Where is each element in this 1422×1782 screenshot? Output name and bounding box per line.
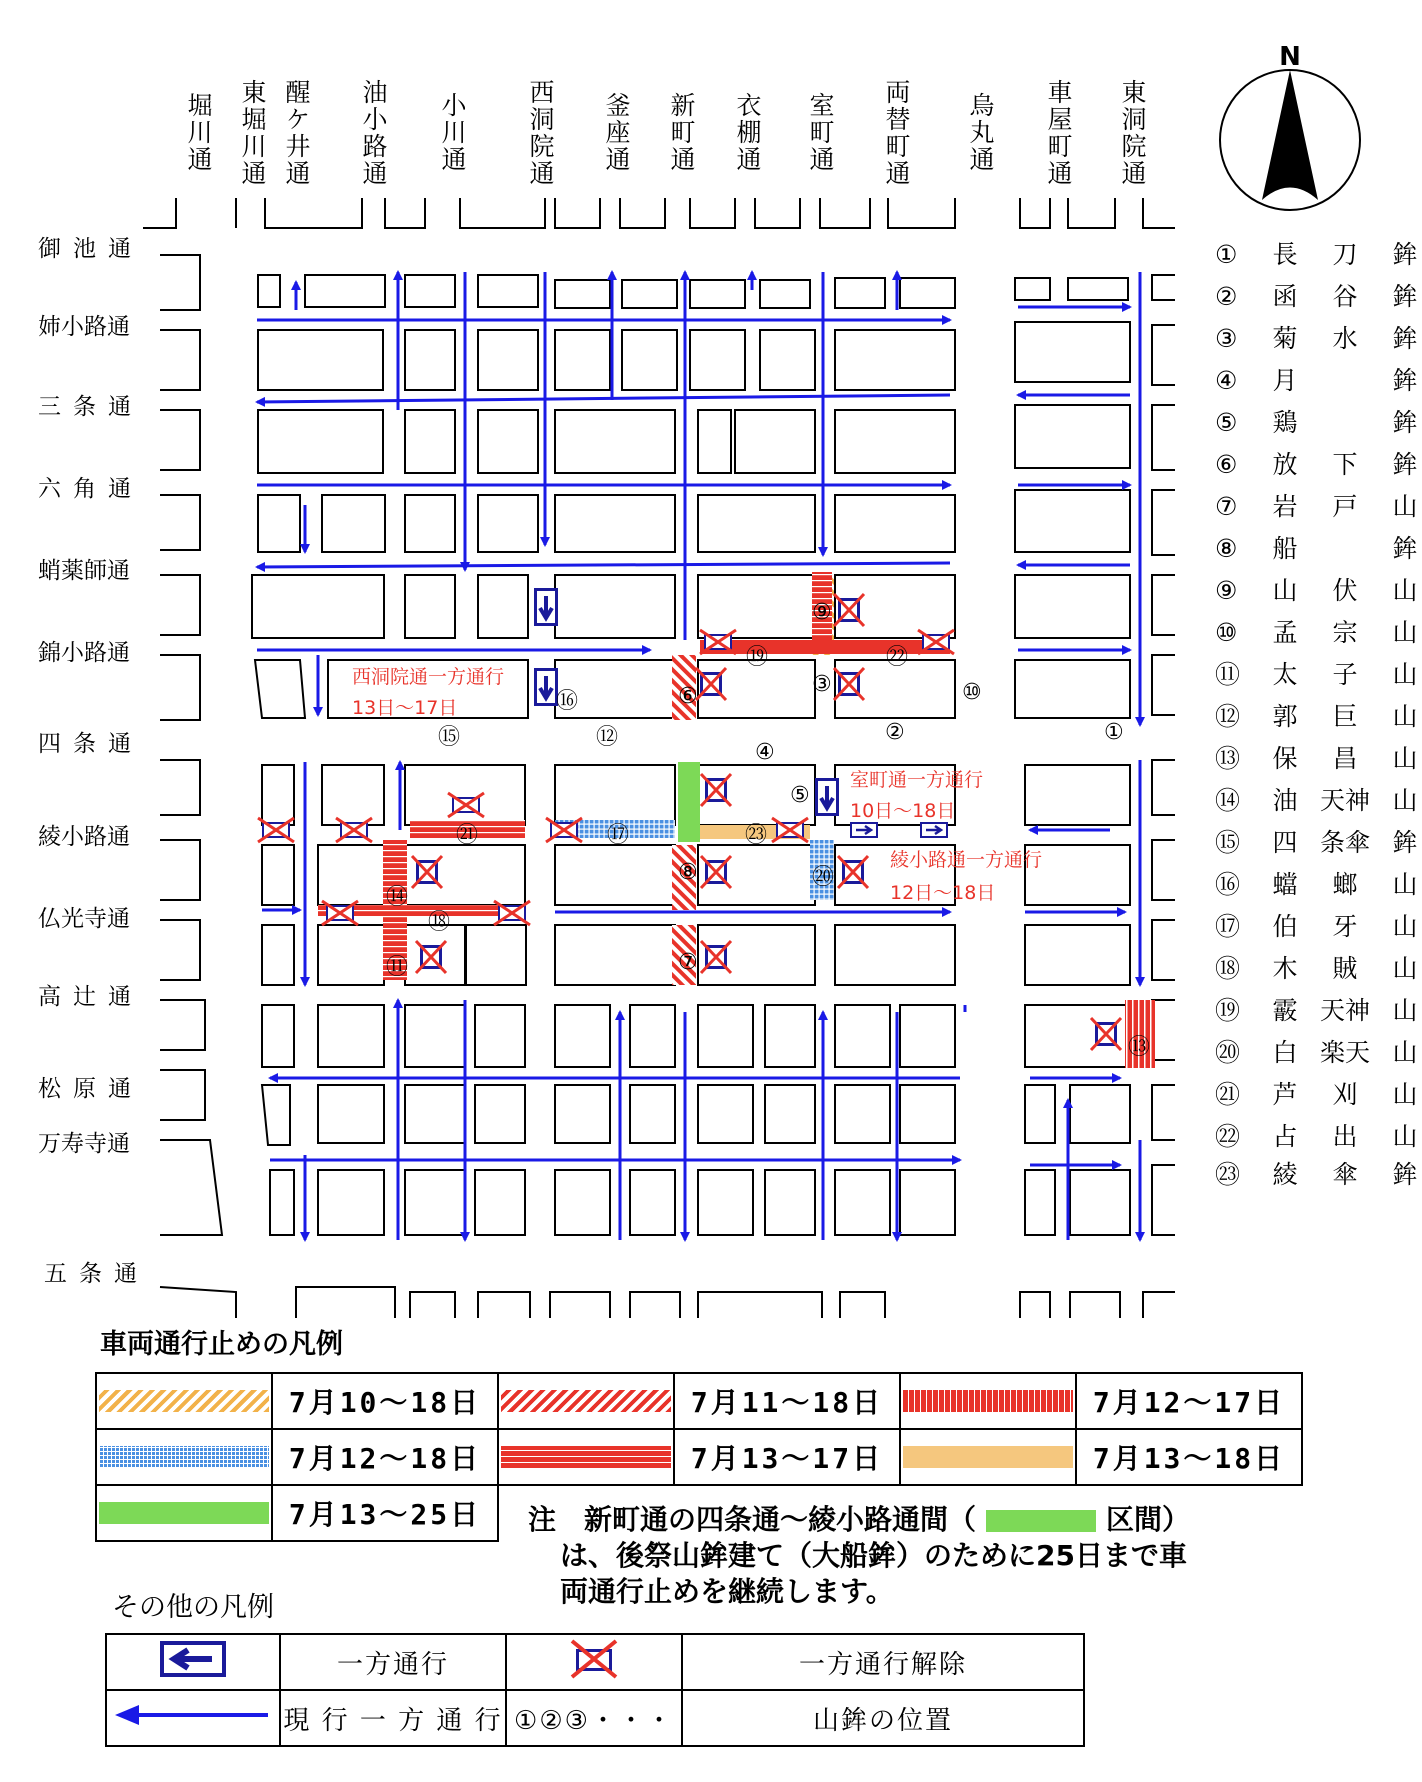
notice-nishinotoin-line2: 13日～17日 <box>352 697 458 719</box>
hoko-item: ⑦ 岩 戸 山 <box>1215 492 1418 521</box>
closure-note-tail: 区間） <box>1106 1503 1191 1536</box>
oneway-cancel-icon <box>416 941 446 973</box>
hoko-marker-7: ⑦ <box>678 950 698 975</box>
street-label-horikawa: 堀川通 <box>184 92 213 173</box>
street-label-gojo: 五条通 <box>44 1261 149 1287</box>
street-label-karasuma: 烏丸通 <box>966 92 995 173</box>
hoko-marker-15: ⑮ <box>438 725 461 750</box>
street-label-matsubara: 松原通 <box>38 1076 143 1102</box>
hoko-marker-1: ① <box>1104 720 1124 745</box>
hoko-item: ⑭ 油 天神 山 <box>1215 786 1418 815</box>
legend-label: 7月13～18日 <box>1076 1429 1302 1485</box>
hoko-item: ④ 月 鉾 <box>1215 366 1418 395</box>
hoko-item: ㉒ 占 出 山 <box>1215 1122 1418 1151</box>
hoko-item: ⑧ 船 鉾 <box>1215 534 1418 563</box>
hoko-item: ⑨ 山 伏 山 <box>1215 576 1418 605</box>
hoko-marker-12: ⑫ <box>596 725 619 750</box>
compass-label: N <box>1279 42 1301 72</box>
legend-label: 7月11～18日 <box>674 1373 900 1429</box>
other-legend-table <box>105 1633 1085 1747</box>
oneway-cancel-icon <box>834 668 864 700</box>
oneway-cancel-icon <box>412 856 442 888</box>
other-legend-title: その他の凡例 <box>112 1592 274 1623</box>
hoko-item: ㉓ 綾 傘 鉾 <box>1215 1160 1418 1189</box>
oneway-sign-down <box>534 668 558 706</box>
street-label-manjuji: 万寿寺通 <box>38 1131 130 1157</box>
hoko-marker-16: ⑯ <box>556 689 579 714</box>
legend-label: 7月12～18日 <box>272 1429 498 1485</box>
oneway-sign-down <box>815 778 839 816</box>
hoko-marker-8: ⑧ <box>678 860 698 885</box>
hoko-marker-6: ⑥ <box>678 684 698 709</box>
closure-note-lead: 注 新町通の四条通～綾小路通間（ <box>528 1503 977 1536</box>
oneway-cancel-legend <box>506 1634 682 1690</box>
legend-label: 7月13～17日 <box>674 1429 900 1485</box>
hoko-item: ⑱ 木 賊 山 <box>1215 954 1418 983</box>
oneway-sign-down <box>534 588 558 626</box>
swatch-red-vstripe <box>900 1373 1076 1429</box>
street-label-kamanza: 釜座通 <box>602 92 631 173</box>
oneway-cancel-icon <box>1091 1018 1121 1050</box>
current-oneway-legend <box>106 1690 280 1746</box>
oneway-cancel-label: 一方通行解除 <box>682 1634 1084 1690</box>
hoko-item: ⑮ 四 条傘 鉾 <box>1215 828 1418 857</box>
hoko-marker-14: ⑭ <box>386 885 409 910</box>
swatch-red-hatch <box>498 1373 674 1429</box>
street-label-nishikikoji: 錦小路通 <box>38 640 130 666</box>
hoko-marker-20: ⑳ <box>812 865 835 890</box>
hoko-item: ㉑ 芦 刈 山 <box>1215 1080 1418 1109</box>
hoko-marker-22: ㉒ <box>886 645 909 670</box>
hoko-item: ② 函 谷 鉾 <box>1215 282 1418 311</box>
hoko-item: ⑯ 蟷 螂 山 <box>1215 870 1418 899</box>
street-label-oike: 御池通 <box>38 236 143 262</box>
street-label-ayanokoji: 綾小路通 <box>38 824 130 850</box>
current-oneway-arrow-icon <box>113 1703 273 1727</box>
swatch-tan-solid <box>900 1429 1076 1485</box>
position-label: 山鉾の位置 <box>682 1690 1084 1746</box>
street-label-rokkaku: 六角通 <box>38 476 143 502</box>
oneway-cancel-icon <box>570 1639 618 1679</box>
street-label-aburanokoji: 油小路通 <box>359 78 388 187</box>
notice-muromachi-line2: 10日～18日 <box>850 800 956 822</box>
street-label-samegai: 醒ケ井通 <box>282 78 311 187</box>
hoko-marker-2: ② <box>885 720 905 745</box>
closure-legend-title: 車両通行止めの凡例 <box>100 1329 343 1360</box>
hoko-marker-4: ④ <box>755 740 775 765</box>
city-blocks <box>252 275 1130 1235</box>
hoko-item: ⑥ 放 下 鉾 <box>1215 450 1418 479</box>
closure-shijo-green <box>678 762 700 842</box>
hoko-marker-17: ⑰ <box>607 823 630 848</box>
hoko-item: ⑳ 白 楽天 山 <box>1215 1038 1418 1067</box>
compass <box>1220 42 1360 210</box>
oneway-cancel-icon <box>701 941 731 973</box>
hoko-marker-11: ⑪ <box>386 955 409 980</box>
street-label-nishinotoin: 西洞院通 <box>526 78 555 187</box>
hoko-marker-18: ⑱ <box>428 910 451 935</box>
street-label-bukkoji: 仏光寺通 <box>38 906 130 932</box>
street-label-ryogaemachi: 両替町通 <box>882 78 911 187</box>
street-label-takoyakushi: 蛸薬師通 <box>38 558 130 584</box>
hoko-marker-9: ⑨ <box>812 600 832 625</box>
closure-nishiki-red <box>700 640 950 654</box>
oneway-cancel-icon <box>838 856 868 888</box>
closure-note-line3: 両通行止めを継続します。 <box>560 1575 894 1608</box>
swatch-red-hstripe <box>498 1429 674 1485</box>
position-symbol: ①②③・・・ <box>506 1690 682 1746</box>
hoko-item: ① 長 刀 鉾 <box>1215 240 1418 269</box>
street-stubs-bottom <box>160 1287 1175 1318</box>
swatch-blue-grid <box>96 1429 272 1485</box>
hoko-marker-23: ㉓ <box>745 823 768 848</box>
hoko-marker-21: ㉑ <box>456 823 479 848</box>
street-label-koromonotana: 衣棚通 <box>733 92 762 173</box>
street-label-kurumayamachi: 車屋町通 <box>1044 78 1073 187</box>
notice-muromachi-line1: 室町通一方通行 <box>850 769 984 791</box>
note-green-swatch <box>986 1510 1096 1532</box>
oneway-cancel-icon <box>834 594 864 626</box>
swatch-orange-hatch <box>96 1373 272 1429</box>
street-label-shijo: 四条通 <box>38 731 143 757</box>
oneway-left-sign-icon <box>160 1641 226 1677</box>
hoko-item: ③ 菊 水 鉾 <box>1215 324 1418 353</box>
hoko-item: ⑤ 鶏 鉾 <box>1215 408 1418 437</box>
notice-ayanokoji-line1: 綾小路通一方通行 <box>890 849 1043 871</box>
legend-label: 7月10～18日 <box>272 1373 498 1429</box>
street-label-ogawa: 小川通 <box>438 92 467 173</box>
street-label-sanjo: 三条通 <box>38 394 143 420</box>
hoko-item: ⑪ 太 子 山 <box>1215 660 1418 689</box>
notice-nishinotoin-line1: 西洞院通一方通行 <box>352 666 505 688</box>
hoko-marker-5: ⑤ <box>790 783 810 808</box>
street-label-higashinotoin: 東洞院通 <box>1118 78 1147 187</box>
oneway-cancel-icon <box>701 856 731 888</box>
hoko-marker-13: ⑬ <box>1128 1035 1151 1060</box>
oneway-sign-legend <box>106 1634 280 1690</box>
oneway-sign-right <box>920 822 948 838</box>
oneway-sign-right <box>850 822 878 838</box>
hoko-marker-10: ⑩ <box>962 680 982 705</box>
street-stubs-top <box>143 198 1175 228</box>
hoko-marker-3: ③ <box>812 672 832 697</box>
street-label-shinmachi: 新町通 <box>667 92 696 173</box>
swatch-green-solid <box>96 1485 272 1541</box>
hoko-item: ⑩ 孟 宗 山 <box>1215 618 1418 647</box>
street-stubs-right <box>1152 275 1175 1235</box>
legend-label: 7月13～25日 <box>272 1485 498 1541</box>
notice-ayanokoji-line2: 12日～18日 <box>890 882 996 904</box>
street-stubs-left <box>160 255 222 1235</box>
oneway-label: 一方通行 <box>280 1634 506 1690</box>
oneway-cancel-icon <box>696 668 726 700</box>
street-label-muromachi: 室町通 <box>806 92 835 173</box>
closure-note-line2: は、後祭山鉾建て（大船鉾）のために25日まで車 <box>560 1539 1187 1572</box>
hoko-marker-19: ⑲ <box>746 645 769 670</box>
oneway-cancel-icon <box>701 774 731 806</box>
closure-note <box>528 1502 1190 1610</box>
legend-label: 7月12～17日 <box>1076 1373 1302 1429</box>
street-label-aneyakoji: 姉小路通 <box>38 314 130 340</box>
hoko-item: ⑬ 保 昌 山 <box>1215 744 1418 773</box>
street-label-higashihorikawa: 東堀川通 <box>238 78 267 187</box>
street-label-takatsuji: 高辻通 <box>38 984 143 1010</box>
hoko-item: ⑰ 伯 牙 山 <box>1215 912 1418 941</box>
hoko-item: ⑫ 郭 巨 山 <box>1215 702 1418 731</box>
current-oneway-label: 現 行 一 方 通 行 <box>280 1690 506 1746</box>
hoko-item: ⑲ 霰 天神 山 <box>1215 996 1418 1025</box>
